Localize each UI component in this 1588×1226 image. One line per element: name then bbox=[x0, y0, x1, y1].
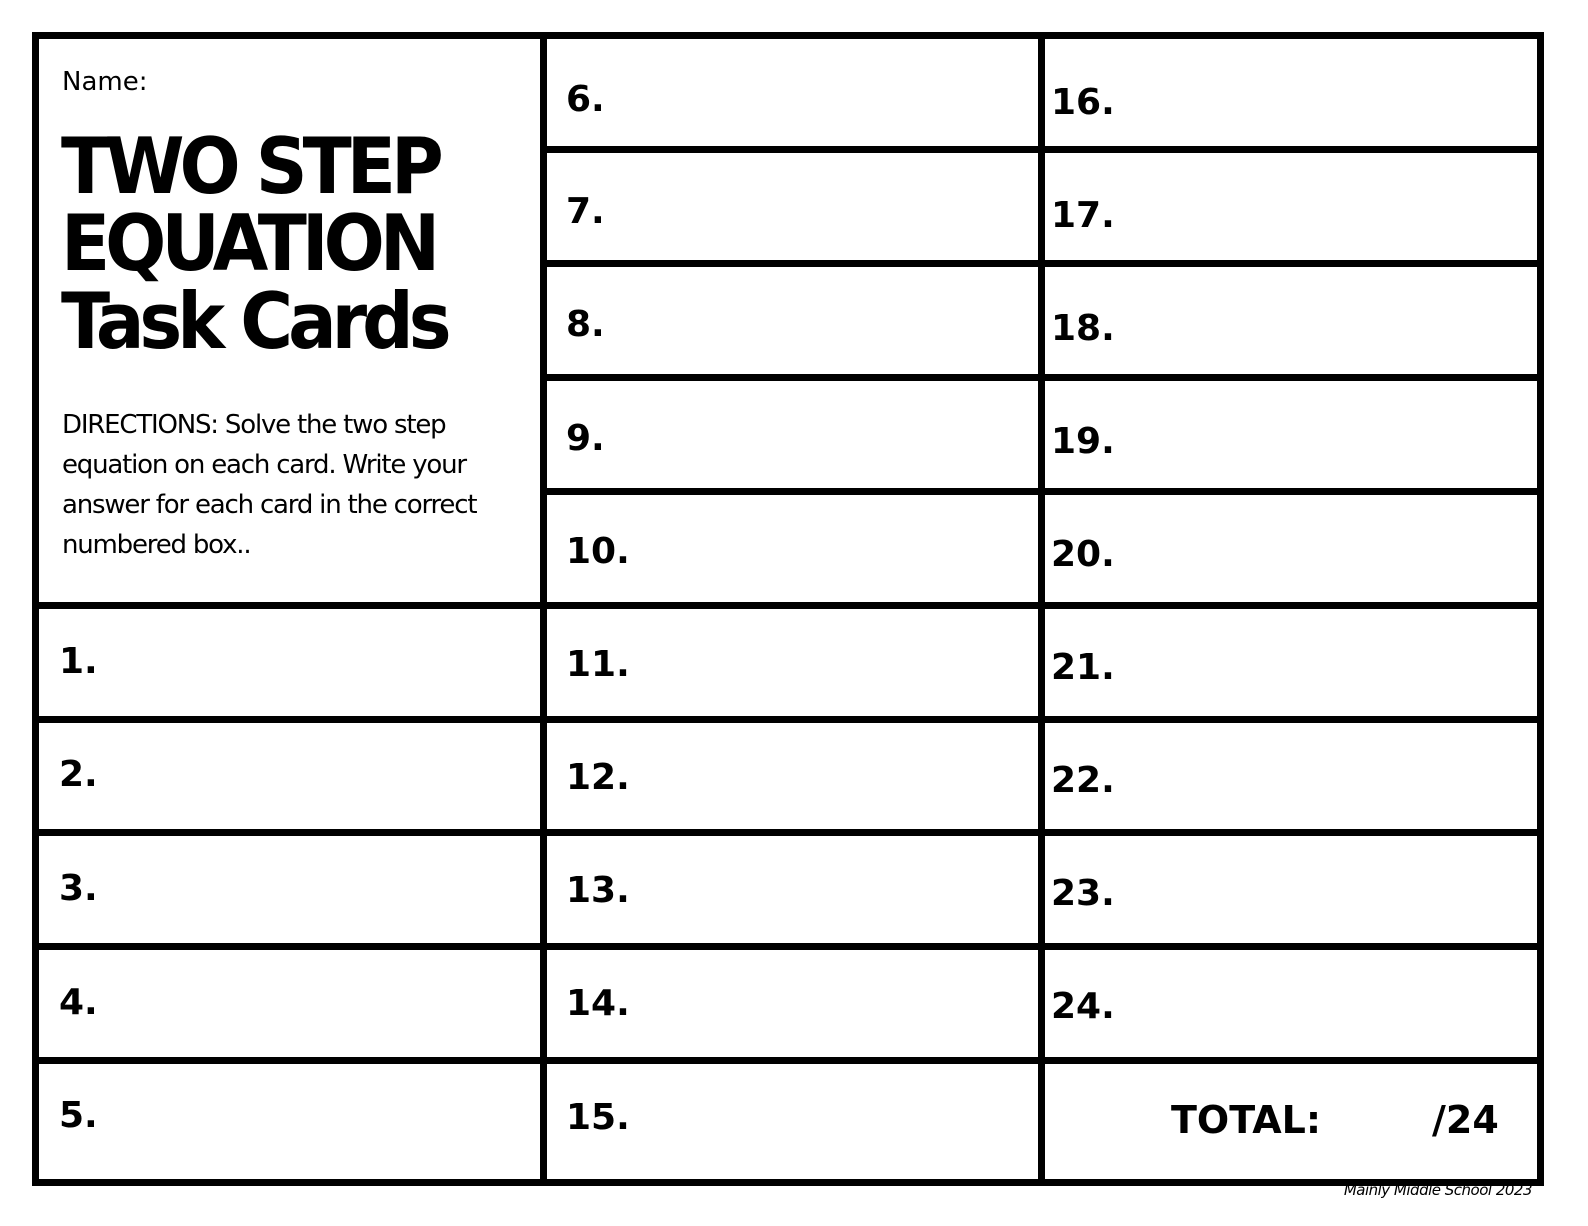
answer-box-label: 9. bbox=[566, 418, 605, 459]
row-divider bbox=[540, 146, 1540, 153]
answer-box-label: 11. bbox=[566, 644, 630, 685]
answer-box-label: 23. bbox=[1051, 873, 1115, 914]
answer-box-label: 3. bbox=[59, 868, 98, 909]
row-divider bbox=[540, 716, 1540, 723]
row-divider bbox=[39, 943, 547, 950]
answer-box-label: 24. bbox=[1051, 986, 1115, 1027]
answer-box-label: 19. bbox=[1051, 421, 1115, 462]
answer-box-label: 15. bbox=[566, 1097, 630, 1138]
row-divider bbox=[39, 1057, 547, 1064]
answer-box-label: 5. bbox=[59, 1095, 98, 1136]
answer-box-label: 18. bbox=[1051, 308, 1115, 349]
answer-box-label: 6. bbox=[566, 79, 605, 120]
answer-box-label: 14. bbox=[566, 983, 630, 1024]
title-line-2: EQUATION bbox=[61, 197, 436, 289]
title-line-3: Task Cards bbox=[61, 275, 447, 367]
row-divider bbox=[540, 260, 1540, 267]
answer-box-label: 8. bbox=[566, 304, 605, 345]
total-out-of: /24 bbox=[1432, 1098, 1499, 1142]
row-divider bbox=[540, 829, 1540, 836]
answer-box-label: 16. bbox=[1051, 82, 1115, 123]
answer-box-label: 4. bbox=[59, 982, 98, 1023]
name-label: Name: bbox=[62, 67, 148, 97]
answer-box-label: 1. bbox=[59, 641, 98, 682]
row-divider bbox=[540, 488, 1540, 495]
row-divider bbox=[39, 829, 547, 836]
total-label: TOTAL: bbox=[1171, 1098, 1322, 1142]
directions-text: DIRECTIONS: Solve the two step equation on each card. Write your answer for each card in the correct numbered box.. bbox=[62, 410, 477, 560]
title-line-1: TWO STEP bbox=[61, 120, 439, 212]
row-divider bbox=[540, 602, 1540, 609]
answer-box-label: 2. bbox=[59, 754, 98, 795]
column-divider bbox=[540, 39, 547, 1179]
row-divider bbox=[540, 374, 1540, 381]
copyright-credit: Mainly Middle School 2023 bbox=[1343, 1181, 1532, 1199]
row-divider bbox=[540, 1057, 1540, 1064]
row-divider bbox=[39, 602, 547, 609]
answer-box-label: 22. bbox=[1051, 760, 1115, 801]
column-divider bbox=[1038, 39, 1045, 1179]
answer-box-label: 20. bbox=[1051, 534, 1115, 575]
answer-sheet bbox=[32, 32, 1544, 1186]
answer-box-label: 7. bbox=[566, 191, 605, 232]
answer-box-label: 10. bbox=[566, 531, 630, 572]
answer-box-label: 21. bbox=[1051, 647, 1115, 688]
row-divider bbox=[39, 716, 547, 723]
answer-box-label: 13. bbox=[566, 870, 630, 911]
answer-box-label: 17. bbox=[1051, 195, 1115, 236]
row-divider bbox=[540, 943, 1540, 950]
answer-box-label: 12. bbox=[566, 757, 630, 798]
